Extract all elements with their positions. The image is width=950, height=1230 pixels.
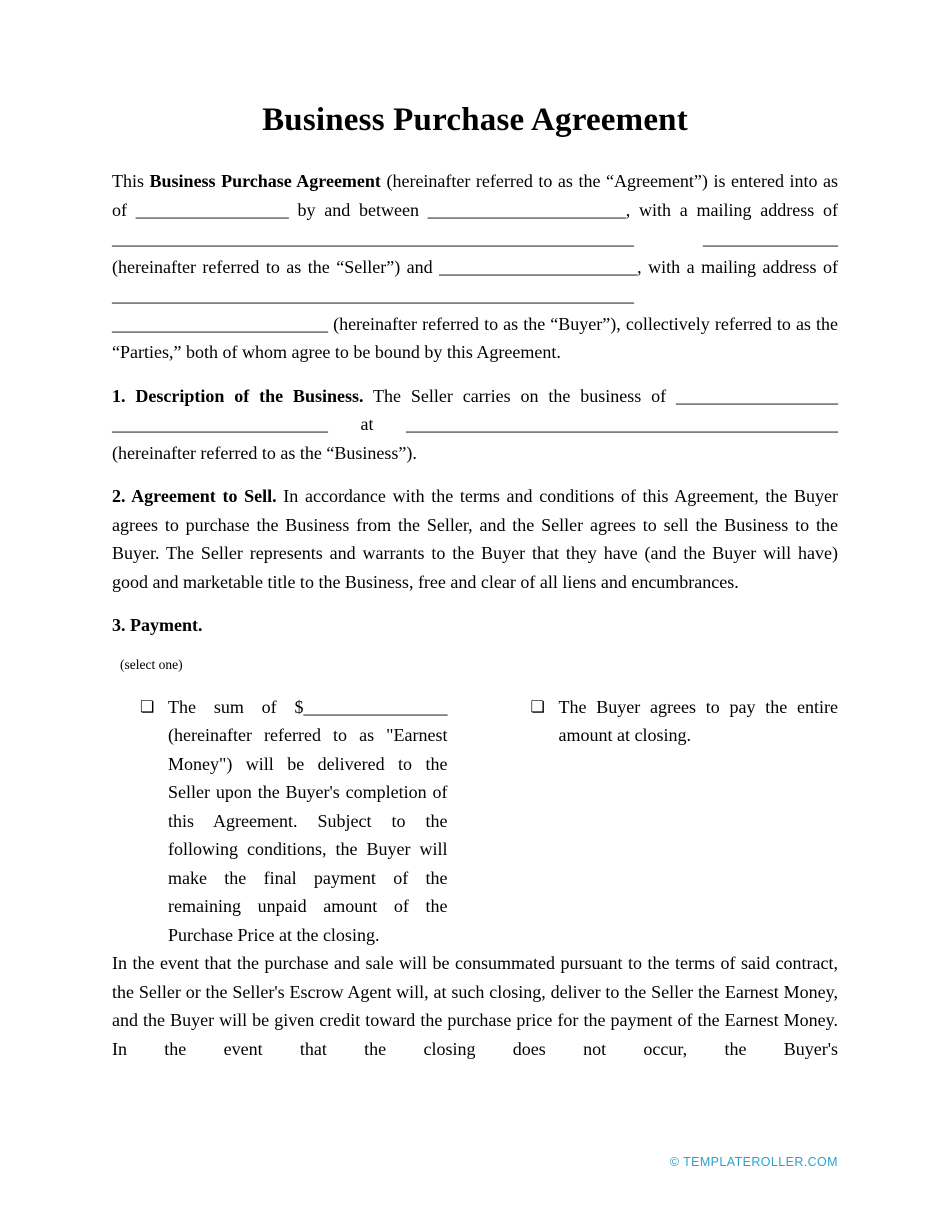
payment-options-row (140, 693, 838, 950)
section-description-of-business (112, 382, 838, 468)
copyright-symbol: © (669, 1155, 680, 1169)
closing-paragraph: In the event that the purchase and sale will be consummated pursuant to the terms of said contract, the Seller or the Seller's Escrow Agent will, at such closing, deliver to the Seller the Earnest Money, and the Buyer will be given credit toward the purchase price for the payment of the Earnest Money. In the event that the closing does not occur, the Buyer's (112, 953, 838, 1059)
intro-agreement-name: Business Purchase Agreement (149, 171, 381, 191)
select-one-note: (select one) (120, 656, 183, 672)
section-payment-heading: 3. Payment. (112, 615, 203, 635)
intro-text-pre: This (112, 171, 150, 191)
checkbox-icon[interactable]: ❏ (530, 696, 545, 716)
payment-option-earnest-money[interactable] (140, 693, 448, 950)
section-agreement-to-sell (112, 482, 838, 596)
section-agreement-heading: 2. Agreement to Sell. (112, 486, 277, 506)
section-payment-heading-line (112, 611, 838, 640)
payment-option-earnest-money-label: The sum of $________________ (hereinafter referred to as "Earnest Money") will be delivered to the Seller upon the Buyer's completion of this Agreement. Subject to the following conditions, the Buyer will make the final payment of the remaining unpaid amount of the Purchase Price at the closing. (168, 696, 448, 945)
page-footer (670, 1155, 838, 1169)
section-description-body: The Seller carries on the business of __________________ ________________________ at ________________________________________________ (hereinafter referred to as the “Business”). (112, 385, 838, 463)
templateroller-link[interactable] (670, 1155, 838, 1169)
payment-option-full-amount[interactable] (531, 693, 839, 750)
section-description-heading: 1. Description of the Business. (112, 385, 364, 406)
footer-site-name: TEMPLATEROLLER.COM (683, 1155, 838, 1169)
section-agreement-body: In accordance with the terms and conditions of this Agreement, the Buyer agrees to purchase the Business from the Seller, and the Seller agrees to sell the Business to the Buyer. The Seller represents and warrants to the Buyer that they have (and the Buyer will have) good and marketable title to the Business, free and clear of all liens and encumbrances. (112, 486, 838, 592)
document-title: Business Purchase Agreement (262, 102, 688, 138)
payment-option-full-amount-label: The Buyer agrees to pay the entire amount at closing. (558, 696, 838, 745)
checkbox-icon[interactable]: ❏ (140, 696, 155, 716)
intro-text-post: (hereinafter referred to as the “Agreement”) is entered into as of _________________ by and between ______________________, with a mailing address of __________________________________________________________ _______________ (hereinafter referred to as the “Seller”) and ______________________, with a mailing address of __________________________________________________________ ________________________ (hereinafter referred to as the “Buyer”), collectively referred to as the “Parties,” both of whom agree to be bound by this Agreement. (112, 171, 838, 362)
section-payment (112, 611, 838, 949)
intro-paragraph (112, 167, 838, 367)
